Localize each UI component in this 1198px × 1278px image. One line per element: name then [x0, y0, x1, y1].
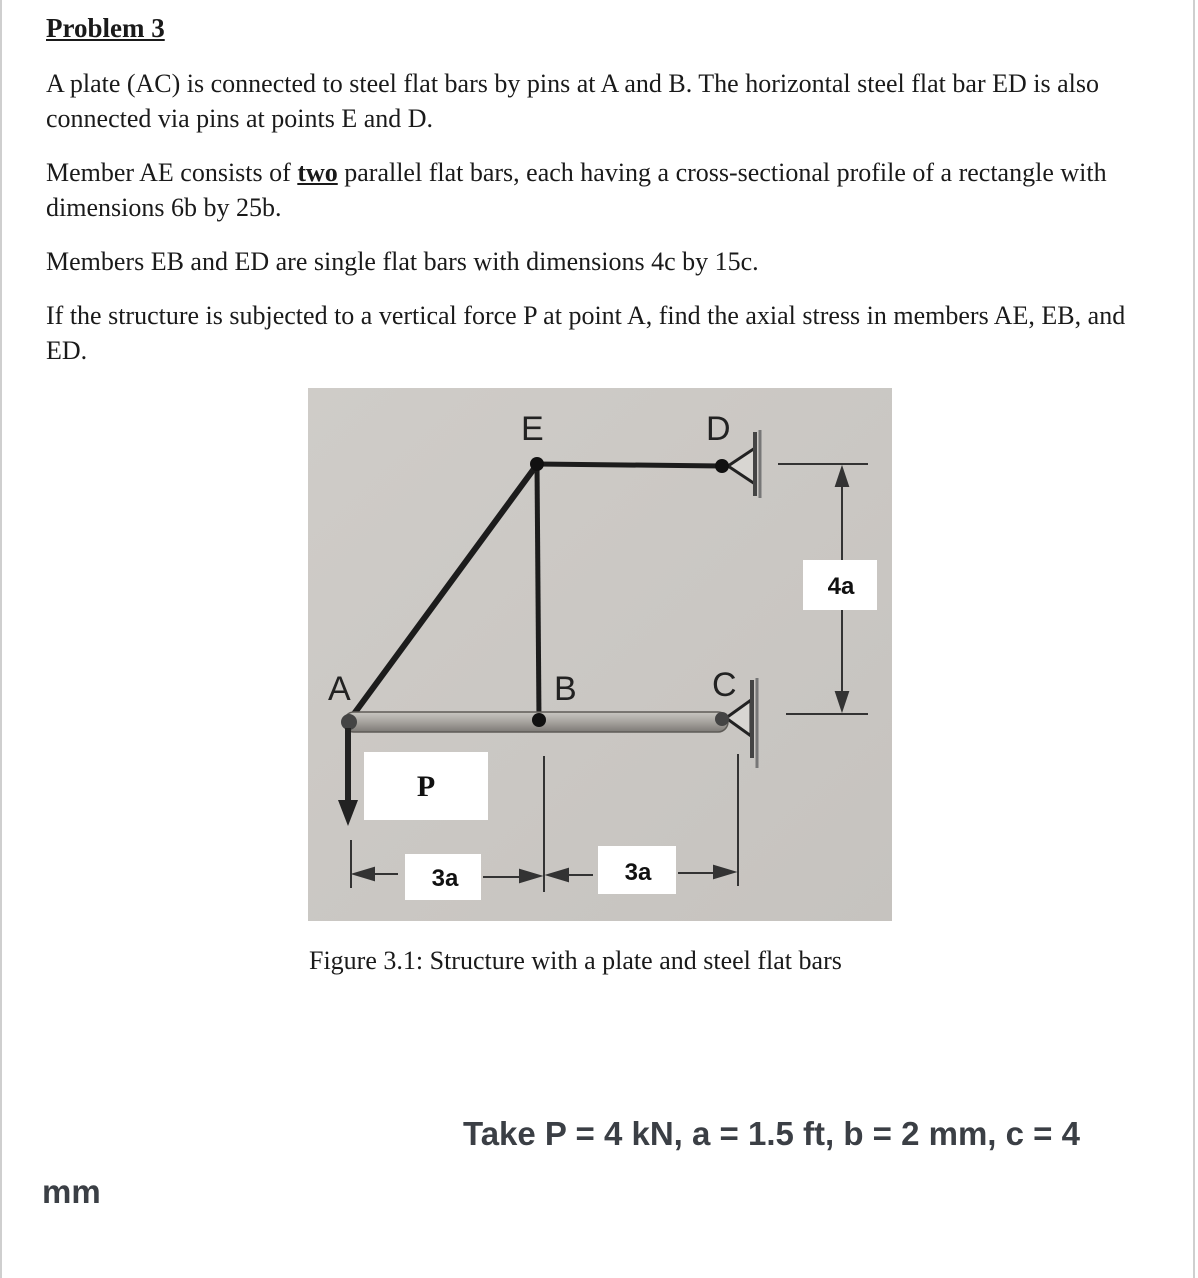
label-3a-left: 3a — [431, 865, 459, 892]
paragraph-question: If the structure is subjected to a vertical force P at point A, find the axial stress in members AE, EB, and ED. — [46, 301, 1126, 365]
label-3a-right: 3a — [624, 859, 652, 886]
structure-diagram — [308, 388, 892, 921]
member-ae-emphasis: two — [297, 158, 338, 187]
member-ae-text-end: parallel flat bars, each having a cross-sectional profile of a rectangle with dimensions 6b by 25b. — [46, 158, 1107, 222]
pin-b — [532, 713, 546, 727]
pin-c — [715, 712, 729, 726]
paragraph-members-eb-ed: Members EB and ED are single flat bars with dimensions 4c by 15c. — [46, 247, 759, 276]
pin-a — [341, 714, 357, 730]
figure-caption: Figure 3.1: Structure with a plate and steel flat bars — [309, 946, 842, 975]
member-eb — [537, 464, 539, 720]
paragraph-plate-description: A plate (AC) is connected to steel flat bars by pins at A and B. The horizontal steel flat bar ED is also connected via pins at points E and D. — [46, 69, 1099, 133]
pin-d — [715, 459, 729, 473]
problem-title: Problem 3 — [46, 13, 165, 43]
label-p: P — [416, 770, 436, 803]
member-ed — [537, 464, 722, 466]
label-c: C — [712, 666, 737, 704]
label-e: E — [521, 410, 544, 448]
pin-e — [530, 457, 544, 471]
page-right-border — [1193, 0, 1195, 1278]
label-d: D — [706, 410, 731, 448]
structure-figure — [308, 388, 892, 921]
given-values-continued: mm — [42, 1173, 101, 1210]
label-a: A — [328, 670, 351, 708]
page-left-border — [0, 0, 2, 1278]
member-ae-text-start: Member AE consists of — [46, 158, 298, 187]
given-values: Take P = 4 kN, a = 1.5 ft, b = 2 mm, c = 4 — [463, 1115, 1080, 1152]
label-b: B — [554, 670, 577, 708]
paragraph-member-ae — [46, 155, 1156, 225]
label-4a: 4a — [827, 573, 855, 600]
